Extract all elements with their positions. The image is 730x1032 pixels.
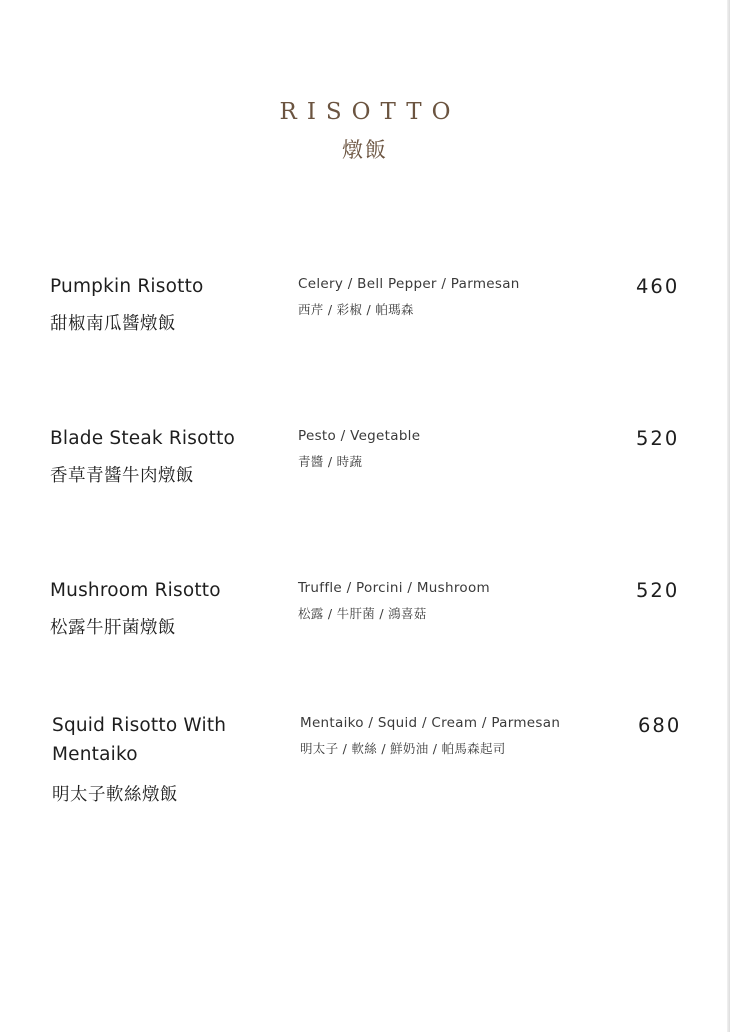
- item-price: 680: [638, 714, 682, 737]
- item-ingredients: Pesto / Vegetable: [298, 428, 421, 444]
- item-ingredients-zh: 西芹 / 彩椒 / 帕瑪森: [298, 302, 414, 317]
- item-ingredients-zh: 明太子 / 軟絲 / 鮮奶油 / 帕馬森起司: [300, 741, 506, 756]
- section-title-zh: 燉飯: [342, 138, 388, 162]
- item-price: 520: [636, 427, 680, 450]
- item-name-zh: 明太子軟絲燉飯: [52, 785, 178, 805]
- menu-header: [0, 96, 730, 164]
- item-name-zh: 甜椒南瓜醬燉飯: [50, 314, 176, 334]
- item-ingredients-zh: 青醬 / 時蔬: [298, 454, 363, 469]
- item-name: Squid Risotto With Mentaiko: [52, 715, 227, 765]
- item-name-zh: 香草青醬牛肉燉飯: [50, 466, 194, 486]
- item-price: 520: [636, 579, 680, 602]
- item-name-zh: 松露牛肝菌燉飯: [50, 618, 176, 638]
- item-price: 460: [636, 275, 680, 298]
- item-ingredients: Truffle / Porcini / Mushroom: [298, 580, 490, 596]
- item-ingredients: Mentaiko / Squid / Cream / Parmesan: [300, 715, 561, 731]
- item-ingredients-zh: 松露 / 牛肝菌 / 鴻喜菇: [298, 606, 427, 621]
- section-title: RISOTTO: [279, 99, 461, 125]
- item-name: Mushroom Risotto: [50, 580, 221, 601]
- item-name: Blade Steak Risotto: [50, 428, 236, 449]
- item-ingredients: Celery / Bell Pepper / Parmesan: [298, 276, 520, 292]
- item-name: Pumpkin Risotto: [50, 276, 204, 297]
